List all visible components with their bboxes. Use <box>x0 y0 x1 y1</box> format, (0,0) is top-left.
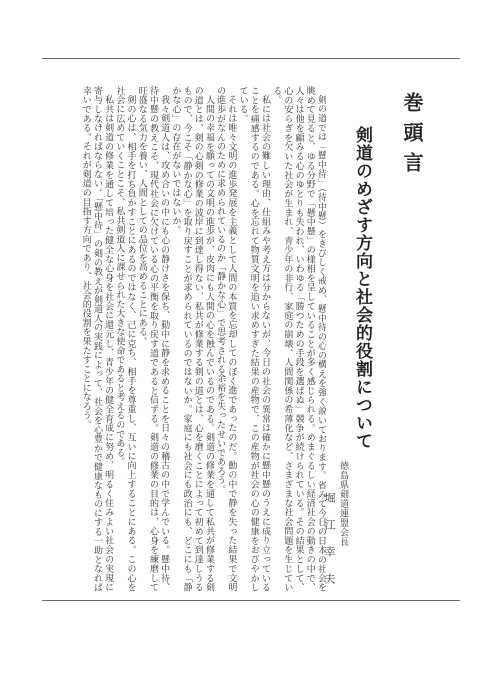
author-affiliation: 徳島県剣道連盟会長 <box>338 461 348 547</box>
body-paragraph: 人間の幸福を願っての文明の進歩が、皮肉にも人間の心を蝕んでいるのである。剣道の修業を通して私共が修業する剣の道とは、剣の心剣の修業の波岸に到達し得ない、私共が修業する剣の道とは、心を磨くことによって初めて到達しうるもので、今こそ「静かな心」を取り戻すことが求められているのではないか。家庭にも社会にも政治にも、どこにも「静かな心」の存在がないではないか。 <box>170 86 214 592</box>
body-paragraph: 剣の心は、相手を打ち負かすことにあるのではなく、己に克ち、相手を尊重し、互いに向上することにある。この心を社会に広めていくことこそ、私共剣道人に課せられた大きな使命であると考えるのである。 <box>114 86 136 592</box>
section-heading: 巻頭言 <box>400 92 424 182</box>
author-name: 堀江幸夫 <box>323 492 336 600</box>
body-paragraph: 私には社会の難しい理由、仕組みや考え方は分からないが、今日の社会の異常は確かに懸中懸のうえに成り立っていることを痛感するのである。心を忘れて物質文明を追い求めすぎた結果の産物で、この産物が社会の心の健康をおびやかしている。 <box>237 86 270 592</box>
body-paragraph: それは唯々文明の進歩発展を主義として人間の本質を忘却してのぼく進であったのだ。動の中で静を失った結果で文明の進歩がなんのために求められているのか「静かな心」で思考される余裕を失ったせいであろう。 <box>215 86 237 592</box>
body-paragraph: 我々剣道人は、攻め合いの中にも心の静けさを保ち、動中に静を求めることを日々の稽古の中で学んでいる。懸中待、待中懸の教えこそ、現代社会に欠けている心の平衡を取り戻す道であると信ずる。剣道の修業の目的は、心身を練磨して旺盛なる気力を養い、人間としての品位を高めることにある。 <box>136 86 170 592</box>
bottom-rule <box>42 600 460 601</box>
body-paragraph: 剣の道では「懸中待」（待中懸）をきびしく戒め、懸中待の心の構えを強く説いております。省みて今日の日本の社会を眺めて見ると、ゆる分野で「懸中懸」の様相を呈していることが多く感じられる。めまぐるしい経済社会の動きの中で、人々は他を顧みる心のゆとりも失われ、いわゆる「勝つための手段を選ばぬ」競争が続けられている。その結果として、心の安らぎを欠いた社会が生まれ、青少年の非行、家庭の崩壊、人間関係の希薄化など、さまざまな社会問題を生じている。 <box>271 86 326 592</box>
body-paragraph: 私共は剣道の修業を通して培った健全な心身を社会に還元し、青少年の健全育成に努め、明るく住みよい社会の実現に寄与しなければならない。「懸中待」の剣の教えが剣道人の実践によって、社会を心豊かで健康なものにする一助となれば幸いである。それが剣道の目指す方向であり、社会的役割を果たすことになろう。 <box>80 86 114 592</box>
article-title: 剣道のめざす方向と社会的役割について <box>352 126 372 450</box>
article-body <box>70 86 326 592</box>
top-rule <box>42 58 460 59</box>
